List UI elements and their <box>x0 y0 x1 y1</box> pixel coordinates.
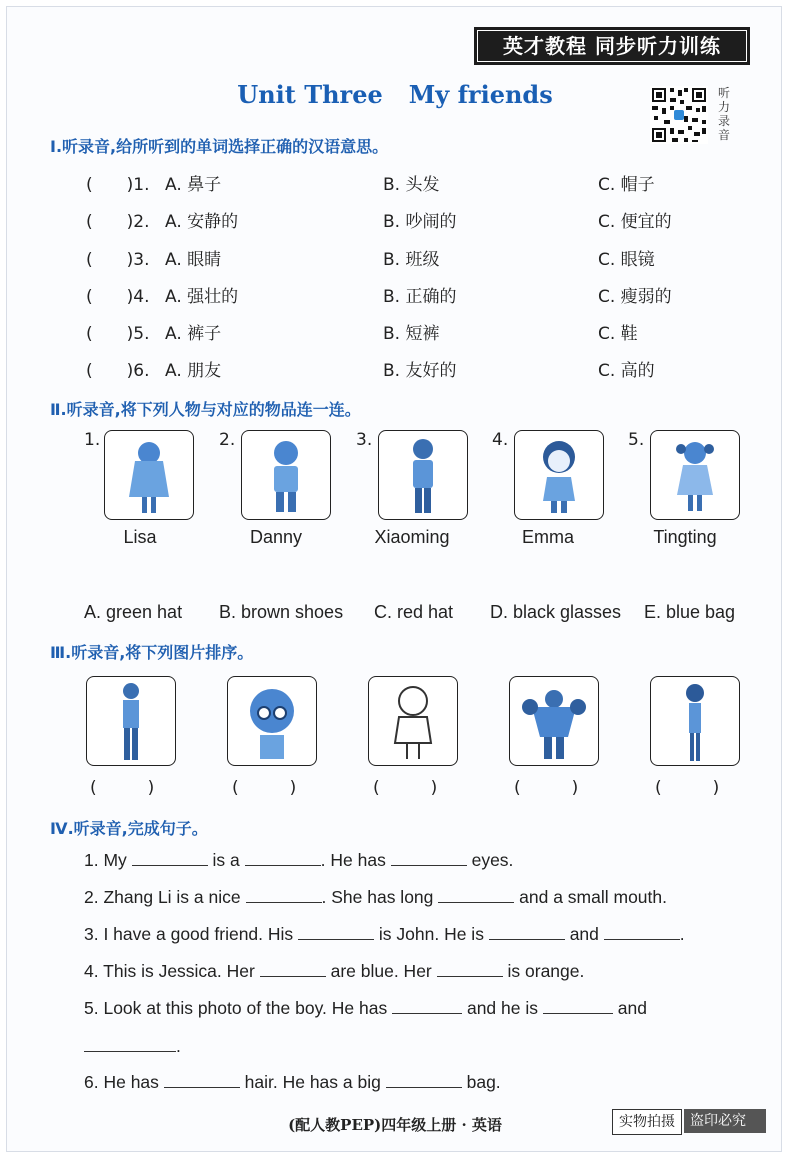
sequence-picture-4 <box>509 676 599 766</box>
question-number[interactable]: ( )3. <box>86 250 150 270</box>
sentence-3 <box>84 923 685 945</box>
answer-blank[interactable] <box>84 1035 176 1052</box>
person-emma-picture <box>514 430 604 520</box>
qr-label: 听力录音 <box>718 86 731 142</box>
sentence-text: . She has long <box>321 887 434 907</box>
option-c: C. 鞋 <box>598 324 638 344</box>
sentence-6 <box>84 1071 501 1093</box>
option-a: A. 强壮的 <box>165 287 239 307</box>
order-answer-1[interactable]: ( ) <box>90 778 155 798</box>
person-name: Danny <box>249 527 303 547</box>
answer-blank[interactable] <box>543 997 613 1014</box>
option-c: C. 高的 <box>598 361 655 381</box>
sentence-text: and he is <box>466 998 538 1018</box>
unit-title-part2: My friends <box>408 80 553 109</box>
option-b: B. 正确的 <box>383 287 457 307</box>
tall-boy-icon <box>87 677 175 765</box>
sentence-text: 3. I have a good friend. His <box>84 924 294 944</box>
sentence-4 <box>84 960 584 982</box>
order-answer-2[interactable]: ( ) <box>232 778 297 798</box>
answer-blank[interactable] <box>260 960 326 977</box>
person-name: Xiaoming <box>374 527 450 547</box>
option-a: A. 朋友 <box>165 361 222 381</box>
girl-figure-icon <box>515 431 603 519</box>
sentence-text: is a <box>212 850 240 870</box>
sentence-text: 6. He has <box>84 1072 159 1092</box>
person-lisa-picture <box>104 430 194 520</box>
person-number: 4. <box>492 430 509 450</box>
person-tingting-picture <box>650 430 740 520</box>
boy-figure-icon <box>242 431 330 519</box>
sentence-text: are blue. Her <box>330 961 432 981</box>
boy-with-glasses-icon <box>228 677 316 765</box>
item-option-b: B. brown shoes <box>219 602 344 622</box>
person-xiaoming-picture <box>378 430 468 520</box>
sentence-5 <box>84 997 647 1019</box>
answer-blank[interactable] <box>438 886 514 903</box>
sequence-picture-5 <box>650 676 740 766</box>
option-a: A. 安静的 <box>165 212 239 232</box>
copyright-stamp: 盗印必究 <box>684 1109 766 1133</box>
question-number[interactable]: ( )1. <box>86 175 150 195</box>
thin-girl-icon <box>651 677 739 765</box>
unit-title-part1: Unit Three <box>237 80 383 109</box>
sentence-text: hair. He has a big <box>244 1072 381 1092</box>
option-a: A. 眼睛 <box>165 250 222 270</box>
answer-blank[interactable] <box>386 1071 462 1088</box>
order-answer-4[interactable]: ( ) <box>514 778 579 798</box>
sentence-text: is orange. <box>507 961 585 981</box>
answer-blank[interactable] <box>437 960 503 977</box>
sentence-text: and <box>617 998 647 1018</box>
girl-line-drawing-icon <box>369 677 457 765</box>
sentence-text: . <box>176 1036 181 1056</box>
option-b: B. 吵闹的 <box>383 212 457 232</box>
option-a: A. 裤子 <box>165 324 222 344</box>
section4-heading: Ⅳ.听录音,完成句子。 <box>50 819 208 838</box>
sequence-picture-3 <box>368 676 458 766</box>
answer-blank[interactable] <box>298 923 374 940</box>
section3-heading: Ⅲ.听录音,将下列图片排序。 <box>50 643 254 662</box>
person-number: 2. <box>219 430 236 450</box>
sentence-text: 2. Zhang Li is a nice <box>84 887 241 907</box>
answer-blank[interactable] <box>604 923 680 940</box>
question-number[interactable]: ( )5. <box>86 324 150 344</box>
girl-figure-icon <box>651 431 739 519</box>
person-name: Emma <box>521 527 574 547</box>
qr-code-icon[interactable] <box>650 86 708 144</box>
sentence-text: . He has <box>320 850 386 870</box>
sentence-5-continued <box>84 1035 181 1057</box>
sequence-picture-2 <box>227 676 317 766</box>
option-b: B. 短裤 <box>383 324 440 344</box>
answer-blank[interactable] <box>391 849 467 866</box>
sentence-text: is John. He is <box>378 924 484 944</box>
sentence-text: 5. Look at this photo of the boy. He has <box>84 998 388 1018</box>
answer-blank[interactable] <box>246 886 322 903</box>
answer-blank[interactable] <box>489 923 565 940</box>
series-badge: 英才教程 同步听力训练 <box>474 27 750 65</box>
section2-heading: Ⅱ.听录音,将下列人物与对应的物品连一连。 <box>50 400 361 419</box>
item-option-a: A. green hat <box>84 602 183 622</box>
section1-heading: Ⅰ.听录音,给所听到的单词选择正确的汉语意思。 <box>50 137 389 156</box>
answer-blank[interactable] <box>164 1071 240 1088</box>
person-name: Lisa <box>123 527 157 547</box>
sentence-text: and a small mouth. <box>519 887 667 907</box>
question-number[interactable]: ( )6. <box>86 361 150 381</box>
sequence-picture-1 <box>86 676 176 766</box>
person-danny-picture <box>241 430 331 520</box>
person-number: 3. <box>356 430 373 450</box>
sentence-text: 4. This is Jessica. Her <box>84 961 255 981</box>
person-name: Tingting <box>653 527 717 547</box>
answer-blank[interactable] <box>392 997 462 1014</box>
sentence-text: bag. <box>466 1072 501 1092</box>
question-number[interactable]: ( )4. <box>86 287 150 307</box>
person-number: 1. <box>84 430 101 450</box>
option-a: A. 鼻子 <box>165 175 222 195</box>
sentence-2 <box>84 886 667 908</box>
item-option-e: E. blue bag <box>644 602 736 622</box>
item-option-d: D. black glasses <box>490 602 622 622</box>
option-c: C. 眼镜 <box>598 250 655 270</box>
sentence-text: and <box>569 924 599 944</box>
option-c: C. 便宜的 <box>598 212 672 232</box>
girl-figure-icon <box>105 431 193 519</box>
person-number: 5. <box>628 430 645 450</box>
item-option-c: C. red hat <box>374 602 454 622</box>
option-b: B. 友好的 <box>383 361 457 381</box>
photo-stamp: 实物拍摄 <box>612 1109 682 1135</box>
option-c: C. 帽子 <box>598 175 655 195</box>
sentence-text: eyes. <box>471 850 514 870</box>
answer-blank[interactable] <box>132 849 208 866</box>
sentence-text: . <box>679 924 685 944</box>
option-c: C. 瘦弱的 <box>598 287 672 307</box>
sentence-text: 1. My <box>84 850 127 870</box>
strong-man-icon <box>510 677 598 765</box>
footer-text: (配人教PEP)四年级上册 · 英语 <box>288 1116 502 1134</box>
sentence-1 <box>84 849 513 871</box>
order-answer-3[interactable]: ( ) <box>373 778 438 798</box>
option-b: B. 班级 <box>383 250 440 270</box>
question-number[interactable]: ( )2. <box>86 212 150 232</box>
boy-figure-icon <box>379 431 467 519</box>
answer-blank[interactable] <box>245 849 321 866</box>
option-b: B. 头发 <box>383 175 440 195</box>
order-answer-5[interactable]: ( ) <box>655 778 720 798</box>
